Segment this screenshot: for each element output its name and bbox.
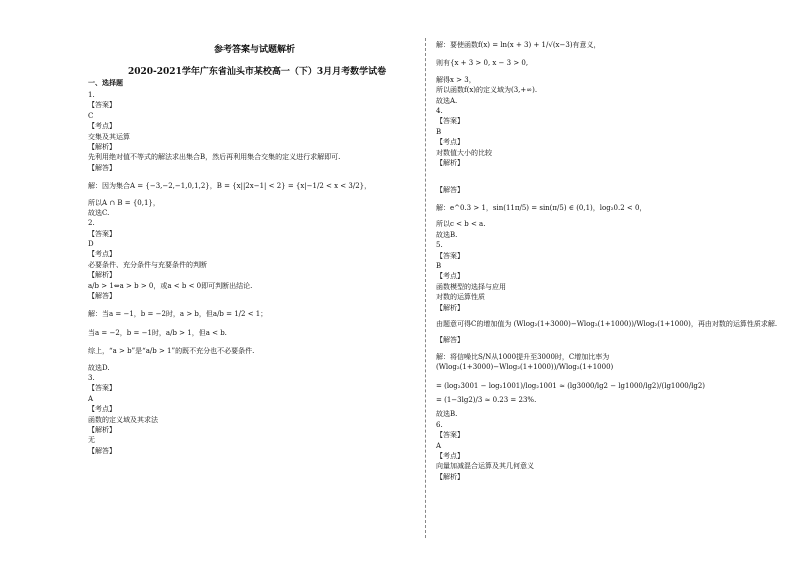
right-line: 【解答】 — [436, 336, 464, 345]
right-line: 【考点】 — [436, 451, 464, 460]
left-line: 【解析】 — [88, 271, 116, 280]
left-line: 综上，“a > b”是“a/b > 1”的既不充分也不必要条件. — [88, 347, 255, 356]
right-line: 故选A. — [436, 96, 458, 105]
section-heading: 一、选择题 — [88, 78, 123, 87]
left-line: 先利用绝对值不等式的解法求出集合B，然后再利用集合交集的定义进行求解即可. — [88, 153, 341, 162]
left-line: 必要条件、充分条件与充要条件的判断 — [88, 260, 207, 269]
page-subtitle: 2020-2021学年广东省汕头市某校高一（下）3月月考数学试卷 — [128, 67, 387, 77]
left-line: 交集及其运算 — [88, 132, 130, 141]
left-line: 【考点】 — [88, 122, 116, 131]
column-divider — [425, 38, 426, 538]
right-line: 向量加减混合运算及其几何意义 — [436, 462, 534, 471]
right-line: B — [436, 127, 442, 136]
left-line: 3. — [88, 373, 95, 382]
left-line: 1. — [88, 91, 95, 99]
left-answer-lines — [88, 90, 398, 456]
right-line: 6. — [436, 420, 443, 429]
left-line: 【答案】 — [88, 101, 116, 110]
left-line: 【答案】 — [88, 384, 116, 393]
left-line: 【解答】 — [88, 446, 116, 455]
left-line: 【解析】 — [88, 142, 116, 151]
right-line: 4. — [436, 106, 443, 115]
left-line: 2. — [88, 219, 95, 228]
right-answer-lines — [436, 40, 778, 482]
right-line: 【答案】 — [436, 117, 464, 126]
left-line: 【解答】 — [88, 292, 116, 301]
left-line: 【考点】 — [88, 250, 116, 259]
right-line: 对数的运算性质 — [436, 293, 485, 302]
page-title: 参考答案与试题解析 — [214, 45, 296, 55]
right-line: 5. — [436, 241, 443, 250]
right-line: 【解析】 — [436, 158, 464, 167]
right-line: 【解析】 — [436, 472, 464, 481]
right-line: 【答案】 — [436, 431, 464, 440]
right-line: B — [436, 262, 442, 271]
right-line: 【考点】 — [436, 138, 464, 147]
left-line: 【考点】 — [88, 405, 116, 414]
right-line: 函数模型的选择与应用 — [436, 282, 506, 291]
left-line: C — [88, 111, 94, 120]
right-line: 解：将信噪比S/N从1000提升至3000时，C增加比率为 — [436, 352, 610, 361]
right-line: 则有{x + 3 > 0, x − 3 > 0, — [436, 59, 529, 68]
right-line: 解得x > 3， — [436, 75, 476, 84]
right-line: 对数值大小的比较 — [436, 148, 492, 157]
left-line: 【答案】 — [88, 229, 116, 238]
left-line: 【解析】 — [88, 425, 116, 434]
left-line: 【解答】 — [88, 163, 116, 172]
right-line: 故选B. — [436, 230, 458, 239]
right-line: 故选B. — [436, 410, 458, 419]
left-line: A — [88, 394, 94, 403]
left-line: a/b > 1⇔a > b > 0，或a < b < 0即可判断出结论. — [88, 281, 253, 290]
left-line: 无 — [88, 436, 95, 445]
left-line: 解：当a = −1，b = −2时，a > b，但a/b = 1/2 < 1； — [88, 310, 268, 319]
left-line: 当a = −2，b = −1时，a/b > 1，但a < b. — [88, 328, 227, 337]
left-line: 故选C. — [88, 208, 110, 217]
right-line: 解：e^0.3 > 1，sin(11π/5) = sin(π/5) ∈ (0,1)，log₂0.2 < 0， — [436, 204, 647, 213]
right-line: 所以函数f(x)的定义域为(3,+∞). — [436, 86, 538, 95]
left-line: 故选D. — [88, 363, 110, 372]
right-line: 【解析】 — [436, 303, 464, 312]
right-line: 【答案】 — [436, 251, 464, 260]
right-line: = (1−3lg2)/3 ≈ 0.23 = 23%. — [436, 395, 537, 404]
right-line: 解：要使函数f(x) = ln(x + 3) + 1/√(x−3)有意义， — [436, 41, 601, 49]
right-line: A — [436, 441, 442, 450]
left-line: 函数的定义域及其求法 — [88, 415, 158, 424]
left-line: 解：因为集合A = {−3,−2,−1,0,1,2}，B = {x||2x−1| < 2} = {x|−1/2 < x < 3/2}， — [88, 182, 372, 191]
right-line: 所以c < b < a. — [436, 220, 486, 229]
right-line: = (log₂3001 − log₂1001)/log₂1001 ≈ (lg3000/lg2 − lg1000/lg2)/(lg1000/lg2) — [436, 381, 706, 390]
right-line: 【解答】 — [436, 185, 464, 194]
right-line: 由题意可得C的增加值为 (Wlog₂(1+3000)−Wlog₂(1+1000))/Wlog₂(1+1000)，再由对数的运算性质求解. — [436, 319, 778, 328]
right-line: (Wlog₂(1+3000)−Wlog₂(1+1000))/Wlog₂(1+1000) — [436, 363, 614, 372]
right-line — [436, 168, 766, 178]
left-line: 所以A ∩ B = {0,1}， — [88, 198, 160, 207]
left-line: D — [88, 240, 94, 249]
right-line: 【考点】 — [436, 272, 464, 281]
